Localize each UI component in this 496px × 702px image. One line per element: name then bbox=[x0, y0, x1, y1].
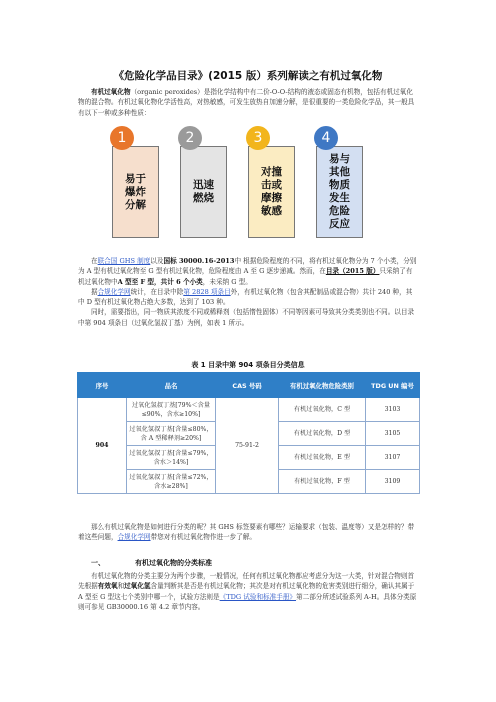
feature-number-badge: 2 bbox=[178, 126, 202, 150]
cell-category: 有机过氧化物，E 型 bbox=[279, 446, 366, 470]
cell-un: 3107 bbox=[366, 446, 420, 470]
text-run: 据 bbox=[91, 287, 98, 296]
text-run: 带您对有机过氧化物作进一步了解。 bbox=[150, 533, 257, 542]
feature-text: 对撞击或摩擦敏感 bbox=[261, 166, 282, 217]
site-link[interactable]: 合规化学网 bbox=[97, 287, 131, 296]
feature-cards bbox=[108, 126, 370, 238]
note-paragraph: 同时，需要指出，同一物质其浓度不同或稀释剂（包括惰性固体）不同等因素可导致其分类类别也不同。以目录中第 904 项条目（过氧化氢叔丁基）为例，如表 1 所示。 bbox=[78, 308, 415, 327]
feature-card-body bbox=[316, 146, 363, 238]
feature-card-4 bbox=[312, 130, 363, 238]
header-name: 品名 bbox=[127, 373, 216, 398]
text-run: 统计，在目录中除 bbox=[130, 287, 184, 296]
text-run: 只采纳了有机过氧化物中 bbox=[78, 267, 413, 286]
text-run: 在 bbox=[91, 257, 98, 265]
types-highlight: A 型至 F 型，共计 6 个小类 bbox=[117, 277, 203, 286]
feature-number-badge: 4 bbox=[314, 126, 338, 150]
table-row bbox=[78, 398, 420, 422]
feature-text: 易于爆炸分解 bbox=[125, 172, 146, 211]
text-run: 外，有机过氧化物（包含其配制品或混合物）共计 240 种，其中 D 型有机过氧化物占绝大多数，达到了 103 种。 bbox=[78, 287, 413, 307]
cell-category: 有机过氧化物，C 型 bbox=[279, 398, 366, 422]
header-seq: 序号 bbox=[78, 373, 127, 398]
site-link[interactable]: 合规化学网 bbox=[117, 533, 151, 542]
text-run: ，未采纳 G 型。 bbox=[202, 277, 252, 286]
classification-table bbox=[77, 372, 420, 494]
text-run: 有机过氧化物的分类主要分为两个步骤，一般情况，任何有机过氧化物都应考虑分为这一大类，针对混合物则首先根据 bbox=[78, 572, 415, 591]
section-heading bbox=[91, 558, 212, 568]
text-run: 和 bbox=[117, 582, 125, 591]
question-paragraph bbox=[78, 522, 418, 543]
standard-paragraph bbox=[78, 571, 418, 612]
cell-name: 过氧化氢叔丁基[含量≤79%，含水＞14%] bbox=[127, 446, 216, 470]
header-un: TDG UN 编号 bbox=[366, 373, 420, 398]
cell-cas: 75-91-2 bbox=[216, 398, 279, 494]
intro-paragraph bbox=[78, 87, 418, 118]
cell-name: 过氧化氢叔丁基[79%＜含量≤90%，含水≥10%] bbox=[127, 398, 216, 422]
table-caption: 表 1 目录中第 904 项条目分类信息 bbox=[191, 361, 305, 369]
text-run: 中 根据危险程度的不同，将有机过氧化物分为 7 个小类，分别为 A 型有机过氧化物至 G 型有机过氧化物，危险程度由 A 至 G 逐步递减。然而，在 bbox=[78, 257, 417, 276]
text-run: 第二部分所述试验系列 A-H。具体分类原则可参见 GB30000.16 第 4.2 章节内容。 bbox=[78, 592, 417, 611]
feature-card-body bbox=[180, 146, 227, 238]
cell-name: 过氧化氢叔丁基[含量≤72%，含水≥28%] bbox=[127, 470, 216, 494]
page-title: 《危险化学品目录》(2015 版）系列解读之有机过氧化物 bbox=[113, 70, 383, 82]
feature-text: 迅速燃烧 bbox=[193, 179, 214, 204]
header-category: 有机过氧化物危险类别 bbox=[279, 373, 366, 398]
text-run: 以及 bbox=[150, 257, 164, 265]
cell-un: 3109 bbox=[366, 470, 420, 494]
section-title: 有机过氧化物的分类标准 bbox=[135, 559, 212, 567]
intro-term: 有机过氧化物 bbox=[91, 88, 131, 96]
classification-paragraphs bbox=[78, 256, 418, 328]
hydrogen-peroxide: 过氧化氢 bbox=[124, 582, 151, 591]
cell-category: 有机过氧化物，F 型 bbox=[279, 470, 366, 494]
feature-number-badge: 3 bbox=[246, 126, 270, 150]
entry-link[interactable]: 第 2828 项条目 bbox=[183, 287, 231, 296]
cell-seq: 904 bbox=[78, 398, 127, 494]
header-cas: CAS 号码 bbox=[216, 373, 279, 398]
cell-category: 有机过氧化物，D 型 bbox=[279, 422, 366, 446]
ghs-link[interactable]: 联合国 GHS 制度 bbox=[97, 257, 151, 265]
feature-number-badge: 1 bbox=[110, 126, 134, 150]
feature-card-2 bbox=[176, 130, 227, 238]
text-run: 含量判断其是否是有机过氧化物；其次是对有机过氧化物的危害类别进行细分，确认其属于 A 型至 G 型这七个类别中哪一个，试验方法则是 bbox=[78, 582, 415, 601]
catalog-link[interactable]: 目录（2015 版） bbox=[325, 267, 380, 276]
feature-card-1 bbox=[108, 130, 159, 238]
feature-card-body bbox=[112, 146, 159, 238]
text-run: 那么有机过氧化物是如何进行分类的呢？其 GHS 标签要素有哪些？运输要求（包装、温度等）又是怎样的？带着这些问题， bbox=[78, 523, 415, 542]
table-header-row bbox=[78, 373, 420, 398]
section-number: 一、 bbox=[91, 559, 105, 567]
effective-oxygen: 有效氧 bbox=[97, 582, 118, 591]
standard-ref: 国标 30000.16-2013 bbox=[163, 257, 235, 265]
tdg-manual-link[interactable]: 《TDG 试验和标准手册》 bbox=[219, 592, 297, 601]
cell-name: 过氧化氢叔丁基[含量≤80%，含 A 型稀释剂≥20%] bbox=[127, 422, 216, 446]
feature-card-3 bbox=[244, 130, 295, 238]
cell-un: 3105 bbox=[366, 422, 420, 446]
cell-un: 3103 bbox=[366, 398, 420, 422]
feature-card-body bbox=[248, 146, 295, 238]
intro-text: （organic peroxides）是指化学结构中有二价-O-O-结构的液态或固态有机物，包括有机过氧化物的混合物。有机过氧化物化学活性高，对热敏感，可发生放热自加速分解，是很重要的一类危险化学品，其一般具有以下一种或多种性质： bbox=[78, 88, 415, 117]
feature-text: 易与其他物质发生危险反应 bbox=[329, 153, 350, 230]
